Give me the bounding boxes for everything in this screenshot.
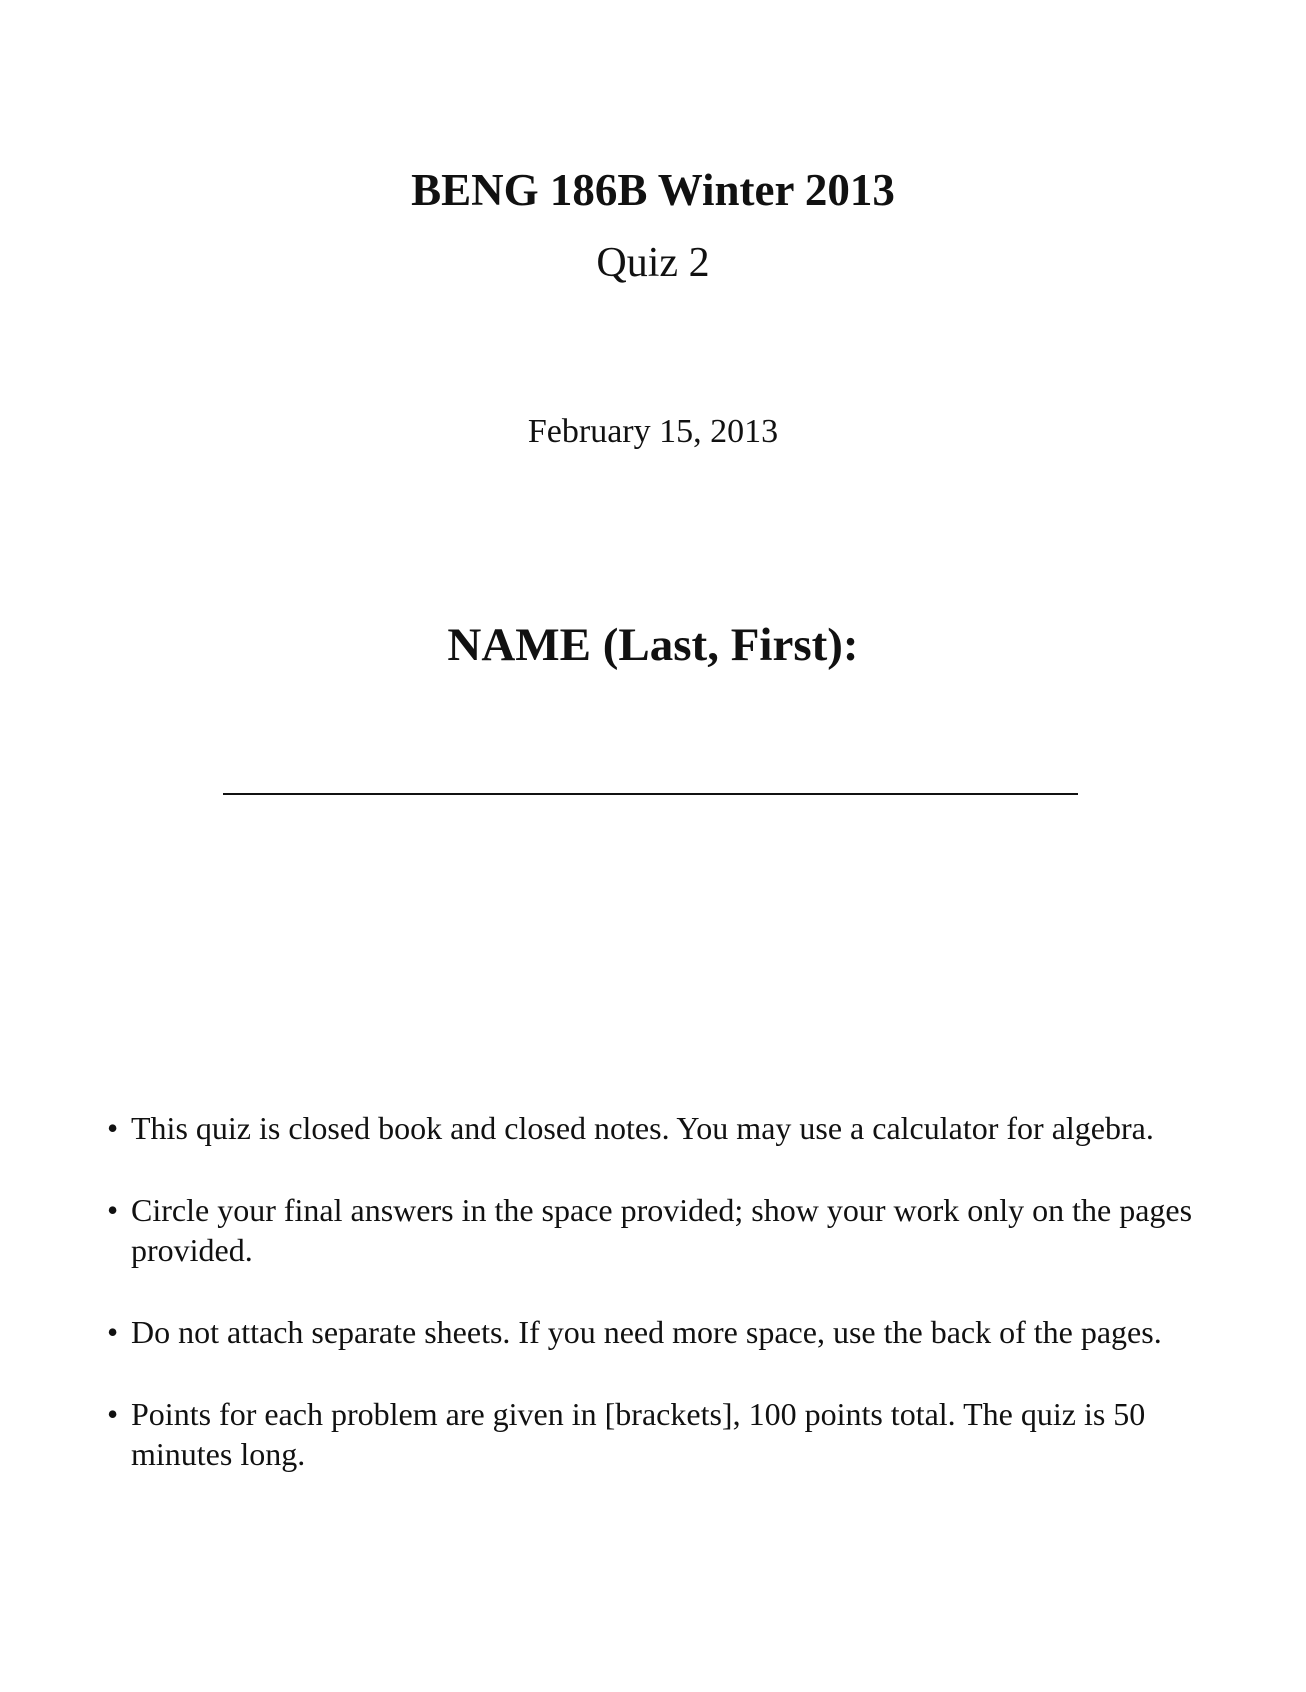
bullet-icon: • bbox=[107, 1110, 119, 1146]
course-title: BENG 186B Winter 2013 bbox=[411, 165, 895, 215]
quiz-date: February 15, 2013 bbox=[527, 413, 779, 450]
instruction-item bbox=[107, 1190, 1207, 1270]
instructions-list bbox=[107, 1108, 1207, 1516]
bullet-icon: • bbox=[107, 1396, 119, 1432]
instruction-text: This quiz is closed book and closed notes. You may use a calculator for algebra. bbox=[131, 1110, 1154, 1146]
bullet-icon: • bbox=[107, 1192, 119, 1228]
instruction-text: Do not attach separate sheets. If you need more space, use the back of the pages. bbox=[131, 1314, 1162, 1350]
instruction-item bbox=[107, 1108, 1207, 1148]
name-field-label: NAME (Last, First): bbox=[447, 619, 859, 671]
instruction-text: Points for each problem are given in [brackets], 100 points total. The quiz is 50 minutes long. bbox=[131, 1396, 1146, 1472]
instruction-item bbox=[107, 1394, 1207, 1474]
name-blank-line bbox=[223, 793, 1078, 795]
bullet-icon: • bbox=[107, 1314, 119, 1350]
instruction-text: Circle your final answers in the space provided; show your work only on the pages provided. bbox=[131, 1192, 1193, 1268]
instruction-item bbox=[107, 1312, 1207, 1352]
quiz-title: Quiz 2 bbox=[596, 240, 710, 286]
